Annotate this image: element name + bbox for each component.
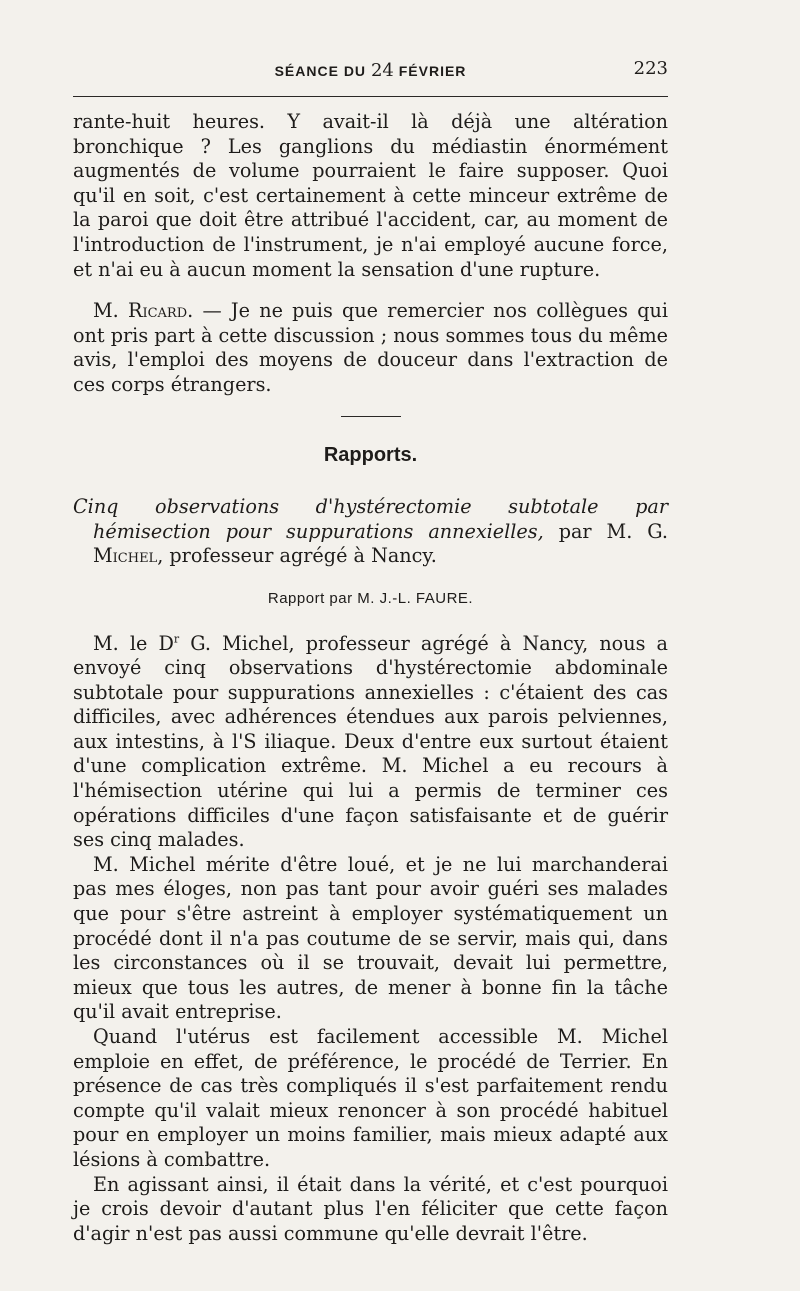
report-title-author: Michel bbox=[93, 544, 158, 568]
paragraph-continuation: rante-huit heures. Y avait-il là déjà une altération bronchique ? Les ganglions du médiastin énormément augmentés de volume pourraient le faire supposer. Quoi qu'il en soit, c'est certainement à cette minceur extrême de la paroi que doit être attribué l'accident, car, au moment de l'introduction de l'instrument, je n'ai employé aucune force, et n'ai eu à aucun moment la sensation d'une rupture. bbox=[73, 110, 668, 281]
speaker-prefix: M. bbox=[93, 299, 128, 323]
doctor-superscript: r bbox=[173, 632, 180, 646]
report-title-par: par M. G. bbox=[543, 519, 668, 543]
report-p1-start: M. le D bbox=[93, 631, 174, 655]
header-rule bbox=[73, 96, 668, 97]
report-paragraph-4: En agissant ainsi, il était dans la vérité, et c'est pourquoi je crois devoir d'autant plus l'en féliciter que cette façon d'agir n'est pas aussi commune qu'elle devrait l'être. bbox=[73, 1172, 668, 1245]
report-title-italic: Cinq observations d'hystérectomie subtotale par hémisection pour suppurations annexielles, bbox=[73, 495, 668, 543]
report-title bbox=[73, 495, 668, 569]
running-title-day: 24 bbox=[370, 60, 394, 81]
running-header bbox=[73, 58, 668, 84]
running-title bbox=[73, 60, 668, 81]
page-number: 223 bbox=[633, 58, 668, 79]
report-paragraph-2: M. Michel mérite d'être loué, et je ne lui marchanderai pas mes éloges, non pas tant pour avoir guéri ses malades que pour s'être astreint à employer systématiquement un procédé dont il n'a pas coutume de se servir, mais qui, dans les circonstances où il se trouvait, devait lui permettre, mieux que tous les autres, de mener à bonne fin la tâche qu'il avait entreprise. bbox=[73, 852, 668, 1024]
speaker-name: Ricard bbox=[128, 299, 188, 323]
report-paragraph-3: Quand l'utérus est facilement accessible M. Michel emploie en effet, de préférence, le procédé de Terrier. En présence de cas très compliqués il s'est parfaitement rendu compte qu'il valait mieux renoncer à son procédé habituel pour en employer un moins familier, mais mieux adapté aux lésions à combattre. bbox=[73, 1025, 668, 1171]
section-divider bbox=[341, 416, 401, 417]
paragraph-ricard bbox=[73, 299, 668, 397]
report-title-tail: , professeur agrégé à Nancy. bbox=[157, 544, 437, 568]
rapporteur-line: Rapport par M. J.-L. FAURE. bbox=[267, 589, 474, 607]
section-heading: Rapports. bbox=[323, 443, 418, 466]
running-title-prefix: SÉANCE DU bbox=[274, 63, 367, 79]
report-paragraph-1 bbox=[73, 632, 668, 853]
speaker-text: . — Je ne puis que remercier nos collègues qui ont pris part à cette discussion ; nous sommes tous du même avis, l'emploi des moyens de douceur dans l'extraction de ces corps étrangers. bbox=[73, 299, 668, 396]
page-body bbox=[73, 110, 668, 1246]
report-p1-rest: G. Michel, professeur agrégé à Nancy, nous a envoyé cinq observations d'hystérectomie abdominale subtotale pour suppurations annexielles : c'étaient des cas difficiles, avec adhérences étendues aux parois pelviennes, aux intestins, à l'S iliaque. Deux d'entre eux surtout étaient d'une complication extrême. M. Michel a eu recours à l'hémisection utérine qui lui a permis de terminer ces opérations difficiles d'une façon satisfaisante et de guérir ses cinq malades. bbox=[73, 631, 668, 852]
running-title-month: FÉVRIER bbox=[398, 63, 467, 79]
